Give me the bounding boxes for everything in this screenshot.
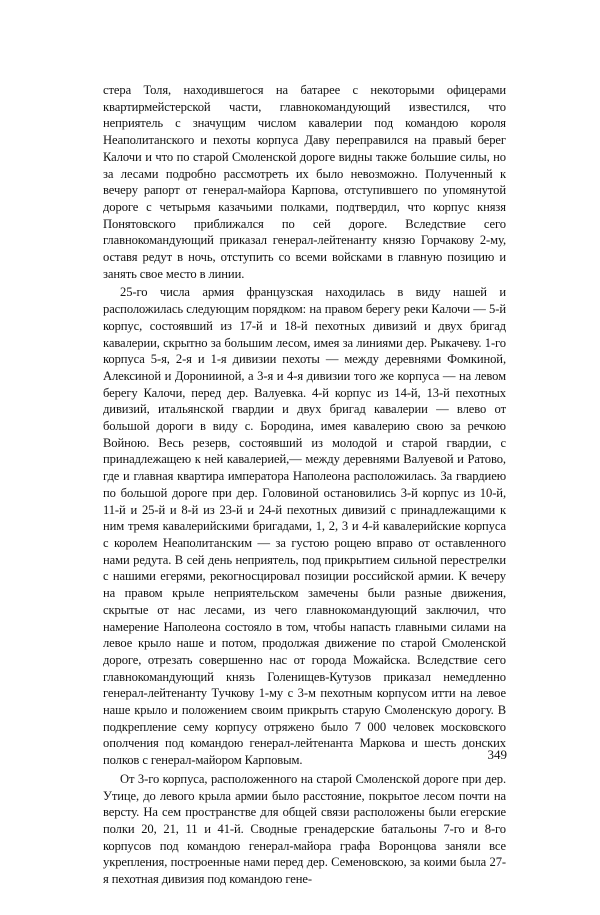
paragraph-2: 25-го числа армия французская находилась в виду нашей и расположилась следующим порядком: на правом берегу реки Калочи — 5-й корпус, состоявший из 17-й и 18-й пехотных дивизий и двух бригад кавалерии, скрытно за большим лесом, имея за линиями дер. Рыкачеву. 1-го корпуса 5-я, 2-я и 1-я дивизии пехоты — между деревнями Фомкиной, Алексиной и Доронииной, а 3-я и 4-я дивизии того же корпуса — на левом берегу Калочи, перед дер. Валуевка. 4-й корпус из 14-й, 13-й пехотных дивизий, итальянской гвардии и двух бригад кавалерии — влево от большой дороги в виду с. Бородина, имея кавалерию свою за речкою Войною. Весь резерв, состоявший из молодой и старой гвардии, с принадлежащею к ней кавалерией,— между деревнями Валуевой и Ратово, где и главная квартира императора Наполеона расположилась. За гвардиею по большой дороге при дер. Головиной остановились 3-й корпус из 10-й, 11-й и 25-й и 8-й из 23-й и 24-й пехотных дивизий с принадлежащими к ним тремя кавалерийскими бригадами, 1, 2, 3 и 4-й кавалерийские корпуса с королем Неаполитанским — за густою рощею вправо от оставленного нами редута. В сей день неприятель, под прикрытием сильной перестрелки с нашими егерями, рекогносцировал позиции российской армии. К вечеру на правом крыле неприятельском замечены были разные движения, скрытые от нас лесами, из чего главнокомандующий заключил, что намерение Наполеона состояло в том, чтобы напасть главными силами на левое крыло наше и потом, продолжая движение по старой Смоленской дороге, отрезать совершенно нас от города Можайска. Вследствие сего главнокомандующий князь Голенищев-Кутузов приказал немедленно генерал-лейтенанту Тучкову 1-му с 3-м пехотным корпусом итти на левое наше крыло и положением своим прикрыть старую Смоленскую дорогу. В подкрепление сему корпусу отряжено было 7 000 человек московского ополчения под командою генерал-лейтенанта Маркова и шесть донских полков с генерал-майором Карповым.	[103, 285, 506, 768]
paragraph-3: От 3-го корпуса, расположенного на старой Смоленской дороге при дер. Утице, до левого крыла армии было расстояние, покрытое лесом почти на версту. На сем пространстве для общей связи расположены были егерские полки 20, 21, 11 и 41-й. Сводные гренадерские батальоны 7-го и 8-го корпусов под командою генерал-майора графа Воронцова заняли все укрепления, построенные нами перед дер. Семеновскою, за коими была 27-я пехотная дивизия под командою гене-	[103, 771, 506, 887]
paragraph-1: стера Толя, находившегося на батарее с некоторыми офицерами квартирмейстерской части, главнокомандующий известился, что неприятель с значущим числом кавалерии под командою короля Неаполитанского и пехоты корпуса Даву переправился на правый берег Калочи и что по старой Смоленской дороге видны также большие силы, но за лесами подробно рассмотреть их было невозможно. Полученный к вечеру рапорт от генерал-майора Карпова, отступившего по упомянутой дороге с четырьмя казачьими полками, подтвердил, что корпус князя Понятовского приближался по сей дороге. Вследствие сего главнокомандующий приказал генерал-лейтенанту князю Горчакову 2-му, оставя редут в ночь, отступить со всеми войсками в главную позицию и занять свое место в линии.	[103, 83, 506, 281]
page-number: 349	[487, 747, 507, 762]
page-text-block	[103, 82, 506, 890]
